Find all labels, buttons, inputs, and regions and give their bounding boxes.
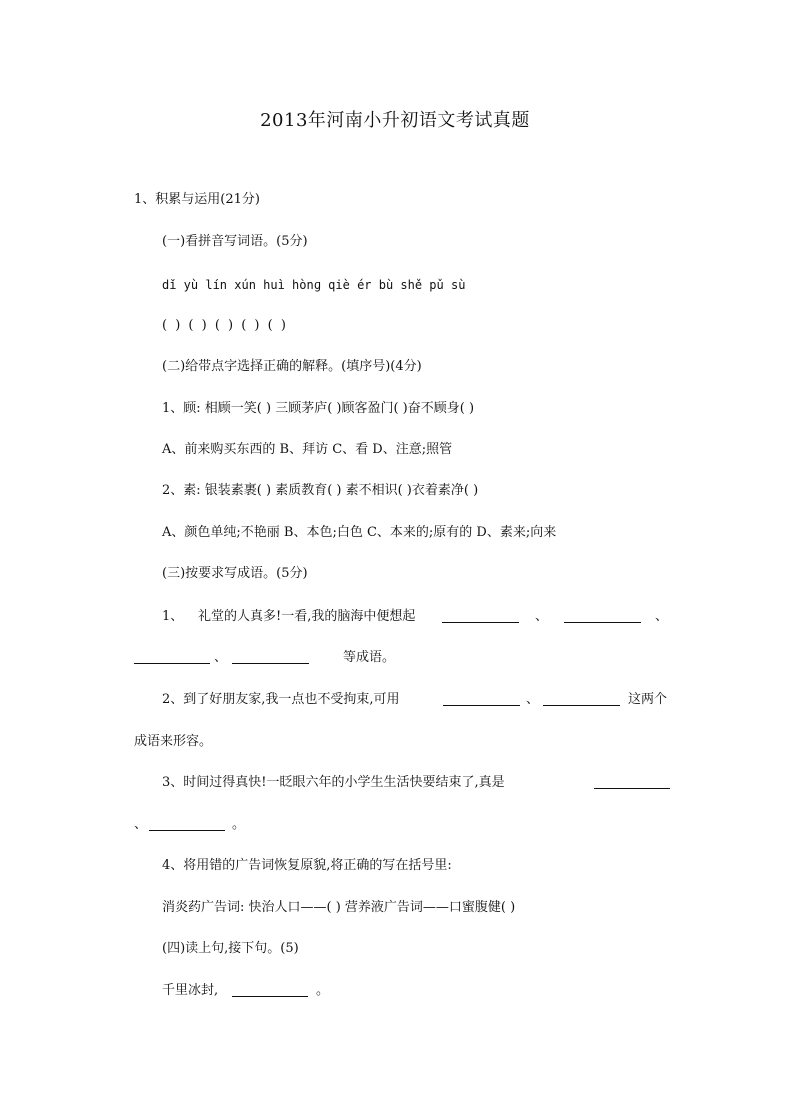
idiom-q1-number: 1、 (162, 609, 184, 624)
question-su: 2、素: 银装素裹( ) 素质教育( ) 素不相识( )衣着素净( ) (162, 483, 479, 498)
sentence-end: 。 (316, 983, 330, 998)
sentence-end: 。 (232, 817, 246, 832)
poem-q1-text: 千里冰封, (162, 983, 219, 998)
section-heading: 1、积累与运用(21分) (134, 192, 260, 207)
answer-blank (443, 693, 520, 706)
answer-blank (543, 693, 620, 706)
separator: 、 (655, 609, 669, 624)
question-gu-options: A、前来购买东西的 B、拜访 C、看 D、注意;照管 (162, 442, 453, 457)
answer-blank (232, 984, 308, 997)
part1-heading: (一)看拼音写词语。(5分) (162, 234, 308, 249)
answer-blank (232, 651, 309, 664)
answer-blank (149, 818, 225, 831)
answer-blank (134, 651, 210, 664)
idiom-q4-text: 4、将用错的广告词恢复原貌,将正确的写在括号里: (162, 858, 452, 873)
part4-heading: (四)读上句,接下句。(5) (162, 941, 299, 956)
part2-heading: (二)给带点字选择正确的解释。(填序号)(4分) (162, 359, 422, 374)
page-title: 2013年河南小升初语文考试真题 (260, 110, 530, 131)
idiom-q1-tail: 等成语。 (343, 650, 396, 665)
separator: 、 (526, 692, 540, 707)
separator: 、 (535, 609, 549, 624)
pinyin-line: dǐ yù lín xún huì hònɡ qiè ér bù shě pǔ sù (162, 278, 466, 292)
idiom-q1-text: 礼堂的人真多!一看,我的脑海中便想起 (198, 609, 416, 624)
question-su-options: A、颜色单纯;不艳丽 B、本色;白色 C、本来的;原有的 D、素来;向来 (162, 525, 557, 540)
separator: 、 (214, 650, 228, 665)
answer-blank (564, 610, 641, 623)
question-gu: 1、顾: 相顾一笑( ) 三顾茅庐( )顾客盈门( )奋不顾身( ) (162, 401, 475, 416)
idiom-q3-text: 3、时间过得真快!一眨眼六年的小学生生活快要结束了,真是 (162, 775, 505, 790)
idiom-q2-text: 2、到了好朋友家,我一点也不受拘束,可用 (162, 692, 400, 707)
idiom-q2-continuation: 成语来形容。 (134, 734, 213, 749)
answer-blank (594, 776, 670, 789)
separator: 、 (134, 817, 148, 832)
idiom-q4-ads: 消炎药广告词: 快治人口——( ) 营养液广告词——口蜜腹健( ) (162, 900, 516, 915)
answer-blank (442, 610, 519, 623)
idiom-q2-tail: 这两个 (628, 692, 668, 707)
part3-heading: (三)按要求写成语。(5分) (162, 566, 308, 581)
pinyin-answer-brackets: ( ) ( ) ( ) ( ) ( ) (162, 318, 288, 333)
